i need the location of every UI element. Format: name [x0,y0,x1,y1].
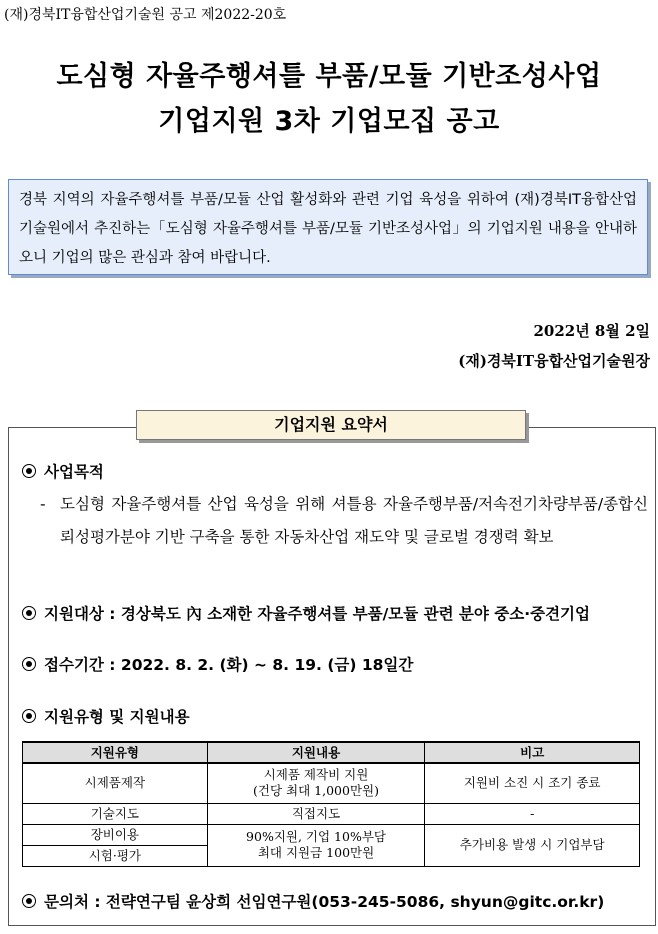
period-value: 2022. 8. 2. (화) ~ 8. 19. (금) 18일간 [120,656,414,674]
content-cell [207,824,425,866]
target-label: 지원대상 [44,605,104,623]
note-cell: 추가비용 발생 시 기업부담 [425,824,640,866]
column-header: 지원내용 [207,742,425,763]
purpose-heading [22,460,104,482]
content-cell [207,763,425,803]
page-title-line-1: 도심형 자율주행셔틀 부품/모듈 기반조성사업 [56,61,602,92]
bullet-icon [22,606,36,620]
intro-text: 경북 지역의 자율주행셔틀 부품/모듈 산업 활성화와 관련 기업 육성을 위하여 (재)경북IT융합산업기술원에서 추진하는「도심형 자율주행셔틀 부품/모듈 기반조성사업」의 기업지원 내용을 안내하오니 기업의 많은 관심과 참여 바랍니다. [19,192,637,266]
contact-separator: : [88,893,106,911]
bullet-icon [22,894,36,908]
contact-value: 전략연구팀 윤상희 선임연구원(053-245-5086, shyun@gitc.or.kr) [105,893,605,911]
column-header: 비고 [425,742,640,763]
period-row [22,653,413,675]
period-separator: : [103,656,121,674]
table-row [23,824,640,845]
content-line: 최대 지원금 100만원 [257,845,375,860]
target-row [22,602,590,624]
target-separator: : [103,605,121,623]
bullet-icon [22,709,36,723]
table-row [23,803,640,824]
type-cell: 장비이용 [23,824,208,845]
table-row [23,763,640,803]
content-line: 90%지원, 기업 10%부담 [246,829,386,844]
content-line: (건당 최대 1,000만원) [253,783,379,799]
note-cell: 지원비 소진 시 조기 종료 [425,763,640,803]
summary-title: 기업지원 요약서 [136,410,526,440]
note-cell: - [425,803,640,824]
types-heading-label: 지원유형 및 지원내용 [44,708,190,726]
purpose-description [40,488,648,554]
support-table [22,741,640,867]
bullet-icon [22,657,36,671]
type-cell: 기술지도 [23,803,208,824]
contact-row [22,890,604,912]
contact-label: 문의처 [44,893,89,911]
type-cell: 시험·평가 [23,845,208,866]
type-cell: 시제품제작 [23,763,208,803]
period-label: 접수기간 [44,656,104,674]
dash-marker: - [40,495,46,513]
page-title-line-2: 기업지원 3차 기업모집 공고 [158,106,500,137]
notice-number: (재)경북IT융합산업기술원 공고 제2022-20호 [4,7,287,23]
purpose-heading-label: 사업목적 [44,463,104,481]
column-header: 지원유형 [23,742,208,763]
purpose-text: 도심형 자율주행셔틀 산업 육성을 위해 셔틀용 자율주행부품/저속전기차량부품/종합신뢰성평가분야 기반 구축을 통한 자동차산업 재도약 및 글로벌 경쟁력 확보 [60,495,648,546]
issue-date: 2022년 8월 2일 [533,322,650,340]
content-line: 시제품 제작비 지원 [263,767,369,783]
target-value: 경상북도 內 소재한 자율주행셔틀 부품/모듈 관련 분야 중소·중견기업 [120,605,591,623]
table-header-row [23,742,640,763]
content-cell: 직접지도 [207,803,425,824]
bullet-icon [22,464,36,478]
issuer-name: (재)경북IT융합산업기술원장 [458,352,650,370]
intro-box [8,179,648,275]
types-heading [22,705,190,727]
